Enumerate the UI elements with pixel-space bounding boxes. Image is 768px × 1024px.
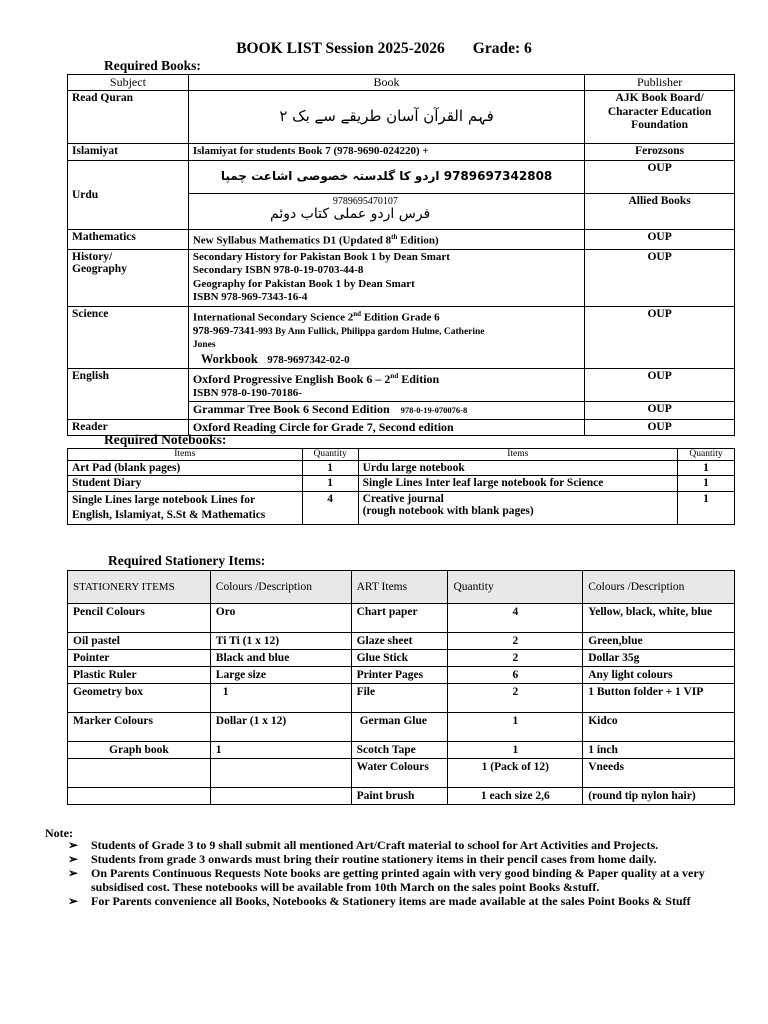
- note-item: ➢ Students from grade 3 onwards must bring their routine stationery items in their pencil cases from home daily.: [68, 852, 657, 866]
- publisher-history: OUP: [585, 249, 735, 306]
- subject-urdu: Urdu: [68, 160, 189, 229]
- publisher-science: OUP: [585, 306, 735, 369]
- notes-list: [68, 838, 728, 908]
- col-quantity: Quantity: [448, 571, 583, 604]
- note-item: ➢ For Parents convenience all Books, Notebooks & Stationery items are made available at the sales Point Books & Stuff: [68, 894, 691, 908]
- stationery-row: Pencil Colours Oro Chart paper 4 Yellow, black, white, blue: [68, 604, 735, 633]
- publisher-quran: AJK Book Board/ Character Education Foundation: [585, 91, 735, 144]
- stationery-row: Water Colours 1 (Pack of 12) Vneeds: [68, 759, 735, 788]
- book-english-2: Grammar Tree Book 6 Second Edition 978-0-19-070076-8: [188, 402, 584, 420]
- row-quran: [68, 91, 735, 144]
- row-mathematics: [68, 229, 735, 249]
- stationery-table: [67, 570, 735, 805]
- stationery-row: Marker Colours Dollar (1 x 12) German Glue 1 Kidco: [68, 713, 735, 742]
- book-urdu-1: 9789697342808 اردو کا گلدستہ خصوصی اشاعت چمپا: [220, 168, 553, 183]
- row-urdu-1: [68, 160, 735, 193]
- book-reader: Oxford Reading Circle for Grade 7, Second edition: [188, 419, 584, 436]
- stationery-row: Plastic Ruler Large size Printer Pages 6 Any light colours: [68, 667, 735, 684]
- arrow-bullet-icon: ➢: [68, 838, 79, 852]
- col-publisher: Publisher: [585, 75, 735, 91]
- publisher-mathematics: OUP: [585, 229, 735, 249]
- stationery-row: Geometry box 1 File 2 1 Button folder + 1 VIP: [68, 684, 735, 713]
- books-table: [67, 74, 735, 436]
- note-item: ➢ On Parents Continuous Requests Note books are getting printed again with very good binding & Paper quality at a very subsidised cost. These notebooks will be available from 10th March on the sales point Books &stuff.: [68, 866, 705, 894]
- book-quran: فہم القرآن آسان طریقے سے بک ۲: [279, 107, 494, 126]
- book-english-1: Oxford Progressive English Book 6 – 2nd Edition ISBN 978-0-190-70186-: [188, 369, 584, 402]
- notebook-row: Student Diary 1 Single Lines Inter leaf large notebook for Science 1: [68, 476, 735, 492]
- book-science: International Secondary Science 2nd Edition Grade 6 978-969-7341-993 By Ann Fullick, Philippa gardom Hulme, Catherine Jones Workbook 978-9697342-02-0: [188, 306, 584, 369]
- publisher-english-2: OUP: [585, 402, 735, 420]
- row-history: [68, 249, 735, 306]
- col-art-colours-desc: Colours /Description: [583, 571, 735, 604]
- subject-english: English: [68, 369, 189, 420]
- books-section-title: Required Books:: [104, 58, 201, 73]
- col-stationery-items: STATIONERY ITEMS: [68, 571, 211, 604]
- subject-mathematics: Mathematics: [68, 229, 189, 249]
- subject-islamiyat: Islamiyat: [68, 144, 189, 161]
- notebooks-header-row: [68, 449, 735, 461]
- note-label: Note:: [45, 826, 73, 840]
- session-title: BOOK LIST Session 2025-2026: [236, 40, 445, 57]
- row-science: [68, 306, 735, 369]
- subject-science: Science: [68, 306, 189, 369]
- col-art-items: ART Items: [351, 571, 448, 604]
- stationery-row: Graph book 1 Scotch Tape 1 1 inch: [68, 742, 735, 759]
- subject-reader: Reader: [68, 419, 189, 436]
- publisher-islamiyat: Ferozsons: [585, 144, 735, 161]
- book-history: Secondary History for Pakistan Book 1 by Dean Smart Secondary ISBN 978-0-19-0703-44-8 Geography for Pakistan Book 1 by Dean Smart ISBN 978-969-7343-16-4: [188, 249, 584, 306]
- books-header-row: [68, 75, 735, 91]
- publisher-english-1: OUP: [585, 369, 735, 402]
- book-islamiyat: Islamiyat for students Book 7 (978-9690-024220) +: [188, 144, 584, 161]
- book-urdu-2: فرس اردو عملی کتاب دوئم: [270, 206, 431, 222]
- arrow-bullet-icon: ➢: [68, 866, 79, 880]
- stationery-header-row: [68, 571, 735, 604]
- publisher-reader: OUP: [585, 419, 735, 436]
- isbn-urdu-2: 9789695470107: [332, 195, 398, 207]
- arrow-bullet-icon: ➢: [68, 852, 79, 866]
- notebook-row: Art Pad (blank pages) 1 Urdu large notebook 1: [68, 461, 735, 476]
- row-english-1: [68, 369, 735, 402]
- col-quantity-1: Quantity: [302, 449, 358, 461]
- subject-quran: Read Quran: [68, 91, 189, 144]
- publisher-urdu-1: OUP: [585, 160, 735, 193]
- page-title: [0, 40, 768, 58]
- publisher-urdu-2: Allied Books: [585, 193, 735, 229]
- stationery-row: Pointer Black and blue Glue Stick 2 Dollar 35g: [68, 650, 735, 667]
- notebooks-table: [67, 448, 735, 525]
- col-items-2: Items: [358, 449, 677, 461]
- stationery-row: Oil pastel Ti Ti (1 x 12) Glaze sheet 2 Green,blue: [68, 633, 735, 650]
- stationery-section-title: Required Stationery Items:: [108, 553, 266, 568]
- note-item: ➢ Students of Grade 3 to 9 shall submit all mentioned Art/Craft material to school for Art Activities and Projects.: [68, 838, 659, 852]
- notebook-row: Single Lines large notebook Lines for English, Islamiyat, S.St & Mathematics 4 Creative journal (rough notebook with blank pages) 1: [68, 492, 735, 525]
- col-items-1: Items: [68, 449, 303, 461]
- col-quantity-2: Quantity: [678, 449, 735, 461]
- arrow-bullet-icon: ➢: [68, 894, 79, 908]
- row-islamiyat: [68, 144, 735, 161]
- col-colours-desc: Colours /Description: [210, 571, 351, 604]
- subject-history: History/ Geography: [68, 249, 189, 306]
- col-book: Book: [188, 75, 584, 91]
- col-subject: Subject: [68, 75, 189, 91]
- grade-label: Grade: 6: [472, 40, 532, 57]
- notebooks-section-title: Required Notebooks:: [104, 432, 227, 447]
- stationery-row: Paint brush 1 each size 2,6 (round tip nylon hair): [68, 788, 735, 805]
- book-mathematics: New Syllabus Mathematics D1 (Updated 8th Edition): [188, 229, 584, 249]
